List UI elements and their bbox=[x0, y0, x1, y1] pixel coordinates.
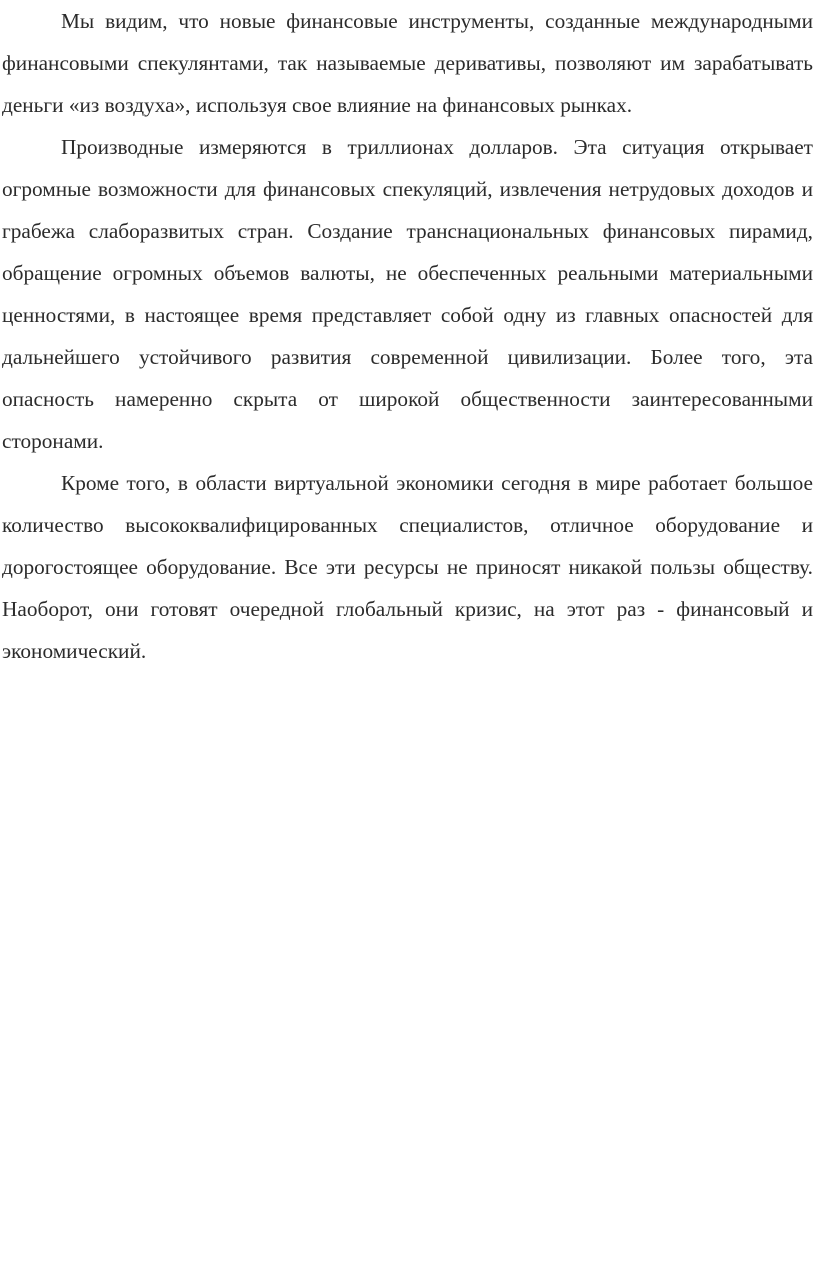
paragraph-3: Кроме того, в области виртуальной экономики сегодня в мире работает большое количество высококвалифицированных специалистов, отличное оборудование и дорогостоящее оборудование. Все эти ресурсы не приносят никакой пользы обществу. Наоборот, они готовят очередной глобальный кризис, на этот раз - финансовый и экономический. bbox=[2, 471, 813, 663]
paragraph-1: Мы видим, что новые финансовые инструменты, созданные международными финансовыми спекулянтами, так называемые деривативы, позволяют им зарабатывать деньги «из воздуха», используя свое влияние на финансовых рынках. bbox=[2, 9, 813, 117]
paragraph-2: Производные измеряются в триллионах долларов. Эта ситуация открывает огромные возможности для финансовых спекуляций, извлечения нетрудовых доходов и грабежа слаборазвитых стран. Создание транснациональных финансовых пирамид, обращение огромных объемов валюты, не обеспеченных реальными материальными ценностями, в настоящее время представляет собой одну из главных опасностей для дальнейшего устойчивого развития современной цивилизации. Более того, эта опасность намеренно скрыта от широкой общественности заинтересованными сторонами. bbox=[2, 135, 813, 453]
document-body bbox=[2, 0, 813, 672]
